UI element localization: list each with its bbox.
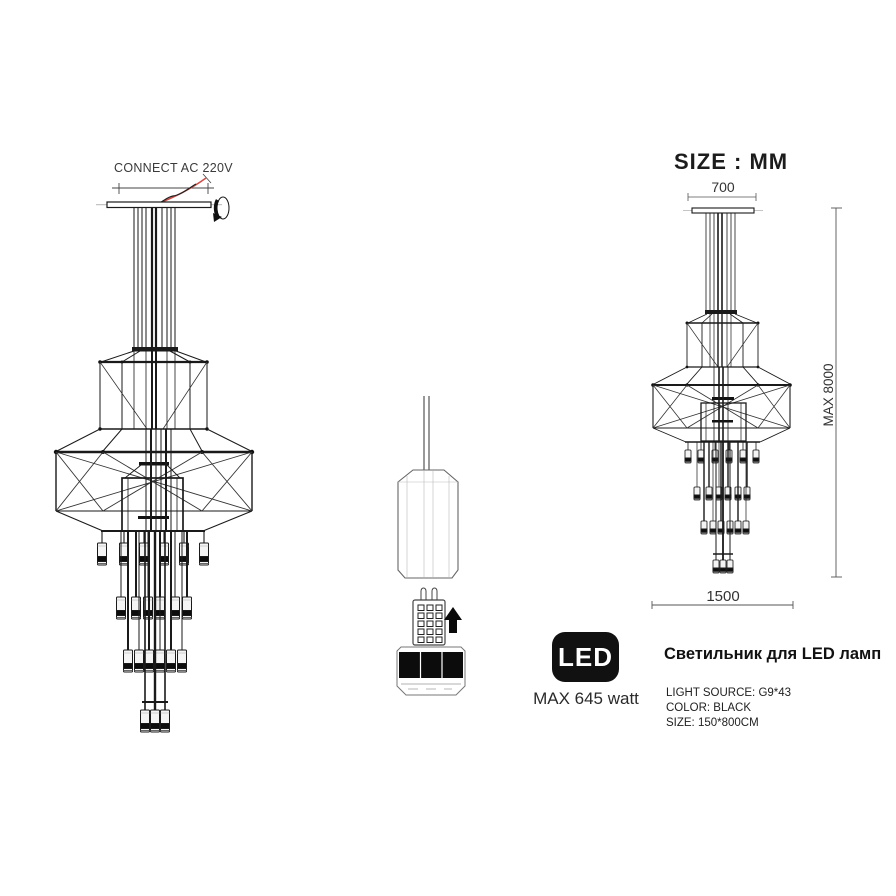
socket-bottom-view xyxy=(397,647,465,695)
led-badge-label: LED xyxy=(558,641,613,672)
cable-bundle xyxy=(134,207,175,348)
rotate-icon xyxy=(213,197,229,222)
dim-label-max-8000: MAX 8000 xyxy=(821,363,836,427)
size-diagram-pendants xyxy=(685,442,759,573)
connect-dimension-line xyxy=(112,174,214,194)
main-tier xyxy=(54,429,254,531)
g9-bulb xyxy=(413,588,445,645)
size-diagram-title: SIZE : MM xyxy=(674,149,789,174)
size-diagram-drawing xyxy=(651,193,842,609)
dim-label-700: 700 xyxy=(711,179,735,195)
spec-size: SIZE: 150*800CM xyxy=(666,717,759,729)
spec-color: COLOR: BLACK xyxy=(666,702,751,714)
up-arrow-icon xyxy=(444,607,462,633)
upper-tier xyxy=(98,351,209,431)
pendant-lamps xyxy=(98,531,209,732)
ceiling-plate xyxy=(107,202,211,208)
spec-light-source: LIGHT SOURCE: G9*43 xyxy=(666,687,792,699)
bulb-detail-drawing xyxy=(397,396,465,695)
product-title: Светильник для LED ламп xyxy=(664,645,882,663)
dim-label-1500: 1500 xyxy=(706,588,740,605)
led-badge xyxy=(552,632,619,682)
connect-label: CONNECT AC 220V xyxy=(114,161,233,175)
shade-detail xyxy=(398,470,458,578)
black-wire xyxy=(157,184,196,204)
max-watt-label: MAX 645 watt xyxy=(533,689,639,708)
left-chandelier-drawing xyxy=(54,174,254,732)
